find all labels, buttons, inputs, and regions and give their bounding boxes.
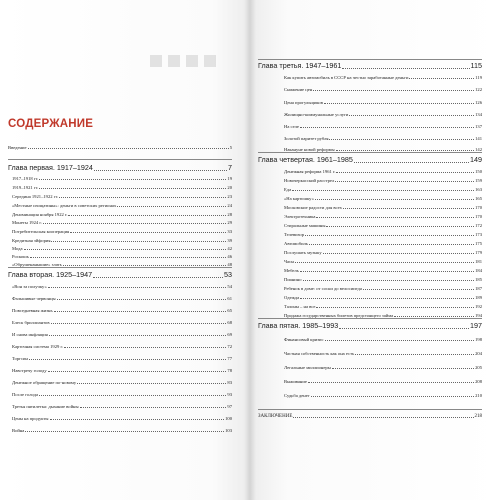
toc-entry[interactable] — [284, 136, 482, 141]
toc-chapter-5[interactable] — [258, 322, 482, 330]
entry-label: «Вон за получку» — [12, 284, 47, 289]
entry-page: 72 — [227, 344, 232, 349]
entry-page: 172 — [475, 223, 482, 228]
leader-dots — [335, 181, 474, 182]
entry-page: 24 — [227, 203, 232, 208]
leader-dots — [326, 226, 474, 227]
toc-title: СОДЕРЖАНИЕ — [8, 118, 94, 130]
toc-chapter-3[interactable] — [258, 62, 482, 70]
entry-label: ЗАКЛЮЧЕНИЕ — [258, 414, 293, 419]
entry-label: Третья пятилетка: дыхание войны — [12, 404, 79, 409]
toc-entry[interactable] — [284, 295, 482, 300]
toc-entry[interactable] — [284, 232, 482, 237]
entry-page: 163 — [475, 187, 482, 192]
toc-entry[interactable] — [12, 416, 232, 421]
toc-entry[interactable] — [284, 313, 482, 318]
leader-dots — [336, 172, 474, 173]
toc-entry[interactable] — [12, 380, 232, 385]
chapter-label: Глава первая. 1917–1924 — [8, 163, 93, 172]
toc-entry[interactable] — [284, 178, 482, 183]
divider — [258, 59, 482, 60]
toc-entry[interactable] — [12, 262, 232, 267]
toc-entry[interactable] — [284, 223, 482, 228]
entry-label: Пианино — [284, 277, 302, 282]
entry-label: Автомобиль — [284, 241, 308, 246]
toc-entry[interactable] — [12, 185, 232, 190]
entry-label: Судьба денег — [284, 393, 310, 398]
leader-dots — [342, 68, 469, 69]
entry-label: Снижение цен — [284, 87, 313, 92]
leader-dots — [59, 197, 226, 198]
toc-entry[interactable] — [284, 379, 482, 384]
entry-label: Денежное обращение по-новому — [12, 380, 77, 385]
leader-dots — [354, 162, 469, 163]
entry-label: Выживание — [284, 379, 307, 384]
entry-label: «На картошку» — [284, 196, 314, 201]
entry-label: Повседневная жизнь — [12, 308, 53, 313]
toc-entry[interactable] — [12, 404, 232, 409]
chapter-page: 53 — [224, 270, 232, 279]
entry-label: Еда — [284, 187, 292, 192]
leader-dots — [28, 148, 229, 149]
chapter-page: 197 — [470, 321, 482, 330]
leader-dots — [54, 311, 227, 312]
leader-dots — [57, 299, 227, 300]
entry-page: 48 — [227, 262, 232, 267]
leader-dots — [324, 103, 474, 104]
leader-dots — [49, 335, 227, 336]
entry-page: 165 — [475, 196, 482, 201]
leader-dots — [316, 217, 474, 218]
toc-entry[interactable] — [284, 169, 482, 174]
entry-page: 69 — [227, 332, 232, 337]
entry-page: 119 — [475, 75, 482, 80]
leader-dots — [308, 382, 474, 383]
toc-entry[interactable] — [284, 147, 482, 152]
entry-page: 23 — [227, 194, 232, 199]
toc-entry[interactable] — [284, 112, 482, 117]
leader-dots — [48, 287, 227, 288]
entry-page: 68 — [227, 320, 232, 325]
toc-entry[interactable] — [12, 344, 232, 349]
toc-entry-conclusion[interactable] — [258, 414, 482, 419]
leader-dots — [313, 90, 474, 91]
leader-dots — [323, 253, 474, 254]
leader-dots — [63, 265, 227, 266]
toc-entry[interactable] — [12, 238, 232, 243]
leader-dots — [30, 257, 227, 258]
entry-label: Введение — [8, 145, 27, 150]
divider — [258, 152, 482, 153]
entry-label: «Обрушенанышие» злать — [12, 262, 62, 267]
entry-label: Цена прогульщиков — [284, 100, 323, 105]
leader-dots — [68, 215, 226, 216]
entry-label: Навстречу голоду — [12, 368, 47, 373]
entry-page: 198 — [475, 337, 482, 342]
toc-entry[interactable] — [12, 308, 232, 313]
entry-label: «Местные изощатины»: деньги в советских регионах — [12, 203, 117, 208]
book-gutter — [244, 0, 256, 500]
toc-entry[interactable] — [284, 250, 482, 255]
leader-dots — [48, 371, 227, 372]
leader-dots — [94, 170, 227, 171]
entry-page: 97 — [227, 404, 232, 409]
toc-chapter-2[interactable] — [8, 271, 232, 279]
toc-entry-intro[interactable] — [8, 145, 232, 150]
toc-entry[interactable] — [12, 220, 232, 225]
entry-page: 134 — [475, 112, 482, 117]
leader-dots — [325, 340, 475, 341]
entry-page: 185 — [475, 277, 482, 282]
entry-page: 204 — [475, 351, 482, 356]
entry-page: 159 — [475, 178, 482, 183]
entry-page: 54 — [227, 284, 232, 289]
toc-entry[interactable] — [284, 196, 482, 201]
divider — [8, 159, 232, 160]
toc-entry[interactable] — [12, 246, 232, 251]
entry-label: Блеск бриллиантов — [12, 320, 50, 325]
entry-page: 33 — [227, 229, 232, 234]
chapter-label: Глава третья. 1947–1961 — [258, 61, 342, 70]
entry-label: Торгсин — [12, 356, 28, 361]
entry-label: Московские радости для всех — [284, 205, 342, 210]
toc-entry[interactable] — [12, 428, 232, 433]
divider — [8, 267, 232, 268]
leader-dots — [39, 179, 226, 180]
toc-entry[interactable] — [284, 214, 482, 219]
entry-label: Телевизор — [284, 232, 305, 237]
leader-dots — [363, 289, 474, 290]
entry-label: Деноминация ноября 1922 г. — [12, 212, 68, 217]
leader-dots — [24, 249, 227, 250]
entry-page: 78 — [227, 368, 232, 373]
divider — [258, 318, 482, 319]
entry-page: 210 — [475, 393, 482, 398]
entry-page: 179 — [475, 250, 482, 255]
leader-dots — [309, 244, 474, 245]
leader-dots — [394, 316, 474, 317]
entry-label: После голода — [12, 392, 39, 397]
toc-entry[interactable] — [284, 337, 482, 342]
toc-entry[interactable] — [284, 268, 482, 273]
entry-label: Потребительская кооперация — [12, 229, 70, 234]
entry-label: Электротехника — [284, 214, 316, 219]
toc-entry[interactable] — [284, 100, 482, 105]
entry-label: Денежная реформа 1961 г. — [284, 169, 336, 174]
entry-label: Одежда — [284, 295, 300, 300]
entry-page: 39 — [227, 238, 232, 243]
entry-label: 1917–1918 гг. — [12, 176, 39, 181]
entry-page: 150 — [475, 169, 482, 174]
entry-label: Мебель — [284, 268, 299, 273]
entry-label: Ребенок в доме: от соски до велосипеда — [284, 286, 362, 291]
leader-dots — [93, 277, 223, 278]
leader-dots — [329, 139, 474, 140]
toc-entry[interactable] — [284, 87, 482, 92]
toc-chapter-4[interactable] — [258, 156, 482, 164]
entry-label: Продажа государственных билетов предстоящего займа — [284, 313, 394, 318]
divider — [258, 409, 482, 410]
toc-entry[interactable] — [12, 284, 232, 289]
leader-dots — [332, 368, 474, 369]
entry-label: И снова инфляция — [12, 332, 48, 337]
toc-entry[interactable] — [284, 241, 482, 246]
entry-label: Роскошь — [12, 254, 29, 259]
leader-dots — [39, 188, 226, 189]
entry-page: 205 — [475, 365, 482, 370]
entry-label: Легальные миллионеры — [284, 365, 331, 370]
entry-page: 170 — [475, 205, 482, 210]
entry-page: 194 — [475, 313, 482, 318]
chapter-label: Глава вторая. 1925–1947 — [8, 270, 93, 279]
entry-label: Талоны – на все — [284, 304, 316, 309]
entry-page: 137 — [475, 124, 482, 129]
leader-dots — [343, 208, 474, 209]
leader-dots — [303, 280, 475, 281]
leader-dots — [315, 199, 474, 200]
toc-entry[interactable] — [284, 205, 482, 210]
chapter-page: 7 — [228, 163, 232, 172]
leader-dots — [292, 190, 474, 191]
entry-page: 218 — [474, 414, 482, 419]
entry-label: Послушать музыку — [284, 250, 322, 255]
entry-label: Война — [12, 428, 25, 433]
entry-page: 29 — [227, 220, 232, 225]
entry-page: 28 — [227, 212, 232, 217]
leader-dots — [295, 262, 474, 263]
toc-entry[interactable] — [12, 176, 232, 181]
entry-label: Монеты 1924 г. — [12, 220, 42, 225]
toc-entry[interactable] — [284, 124, 482, 129]
toc-entry[interactable] — [12, 368, 232, 373]
leader-dots — [409, 78, 474, 79]
toc-entry[interactable] — [12, 229, 232, 234]
entry-label: На селе — [284, 124, 299, 129]
leader-dots — [355, 354, 474, 355]
entry-page: 122 — [475, 87, 482, 92]
entry-page: 5 — [229, 145, 232, 150]
entry-page: 19 — [227, 176, 232, 181]
entry-label: Мода — [12, 246, 23, 251]
leader-dots — [50, 419, 225, 420]
entry-page: 83 — [227, 380, 232, 385]
toc-entry[interactable] — [12, 254, 232, 259]
toc-entry[interactable] — [284, 393, 482, 398]
entry-page: 46 — [227, 254, 232, 259]
entry-page: 175 — [475, 241, 482, 246]
toc-entry[interactable] — [284, 187, 482, 192]
entry-page: 184 — [475, 268, 482, 273]
entry-label: Накануне новой реформы — [284, 147, 335, 152]
entry-page: 173 — [475, 232, 482, 237]
entry-page: 187 — [475, 286, 482, 291]
entry-label: Фальшивые червонцы — [12, 296, 56, 301]
entry-page: 77 — [227, 356, 232, 361]
toc-entry[interactable] — [284, 277, 482, 282]
entry-page: 93 — [227, 392, 232, 397]
leader-dots — [29, 359, 227, 360]
entry-label: Середина 1921–1922 гг. — [12, 194, 59, 199]
leader-dots — [39, 395, 226, 396]
entry-page: 141 — [475, 136, 482, 141]
leader-dots — [80, 407, 227, 408]
entry-page: 181 — [475, 259, 482, 264]
entry-label: 1919–1921 гг. — [12, 185, 39, 190]
toc-entry[interactable] — [12, 212, 232, 217]
toc-entry[interactable] — [12, 194, 232, 199]
leader-dots — [64, 347, 226, 348]
toc-entry[interactable] — [284, 286, 482, 291]
leader-dots — [336, 150, 474, 151]
leader-dots — [25, 431, 224, 432]
entry-page: 100 — [225, 416, 232, 421]
leader-dots — [300, 298, 474, 299]
leader-dots — [349, 115, 474, 116]
toc-entry[interactable] — [12, 320, 232, 325]
entry-label: Золотой паритет рубля — [284, 136, 329, 141]
entry-page: 126 — [475, 100, 482, 105]
toc-entry[interactable] — [284, 365, 482, 370]
toc-entry[interactable] — [12, 332, 232, 337]
entry-label: Финансовый кризис — [284, 337, 324, 342]
entry-label: Карточная система 1929 г. — [12, 344, 63, 349]
entry-page: 189 — [475, 295, 482, 300]
chapter-page: 115 — [470, 61, 482, 70]
chapter-label: Глава пятая. 1985–1993 — [258, 321, 339, 330]
leader-dots — [316, 307, 474, 308]
faded-heading-mark — [150, 55, 230, 67]
entry-page: 192 — [475, 304, 482, 309]
entry-page: 170 — [475, 214, 482, 219]
entry-page: 142 — [475, 147, 482, 152]
leader-dots — [117, 206, 226, 207]
entry-page: 61 — [227, 296, 232, 301]
entry-label: Частная собственность как она есть — [284, 351, 355, 356]
leader-dots — [70, 232, 226, 233]
toc-entry[interactable] — [284, 259, 482, 264]
entry-page: 208 — [475, 379, 482, 384]
leader-dots — [311, 396, 474, 397]
leader-dots — [51, 241, 226, 242]
entry-label: Часы — [284, 259, 295, 264]
toc-entry[interactable] — [284, 75, 482, 80]
toc-entry[interactable] — [12, 203, 232, 208]
leader-dots — [305, 235, 474, 236]
toc-entry[interactable] — [284, 304, 482, 309]
chapter-page: 149 — [470, 155, 482, 164]
leader-dots — [77, 383, 226, 384]
entry-label: Цены на продукты — [12, 416, 49, 421]
chapter-label: Глава четвертая. 1961–1985 — [258, 155, 353, 164]
entry-label: Новочеркасский расстрел — [284, 178, 335, 183]
entry-label: Кредитная эйфория — [12, 238, 51, 243]
toc-entry[interactable] — [12, 392, 232, 397]
entry-page: 65 — [227, 308, 232, 313]
toc-entry[interactable] — [284, 351, 482, 356]
toc-entry[interactable] — [12, 356, 232, 361]
toc-entry[interactable] — [12, 296, 232, 301]
entry-label: Жилищно-коммунальные услуги — [284, 112, 349, 117]
entry-page: 103 — [225, 428, 232, 433]
leader-dots — [293, 417, 473, 418]
entry-label: Как купить автомобиль в СССР на честно заработанные деньги — [284, 75, 409, 80]
entry-label: Стиральные машины — [284, 223, 326, 228]
toc-chapter-1[interactable] — [8, 164, 232, 172]
leader-dots — [51, 323, 227, 324]
leader-dots — [300, 271, 474, 272]
leader-dots — [43, 223, 227, 224]
entry-page: 42 — [227, 246, 232, 251]
leader-dots — [339, 328, 469, 329]
leader-dots — [300, 127, 474, 128]
entry-page: 20 — [227, 185, 232, 190]
